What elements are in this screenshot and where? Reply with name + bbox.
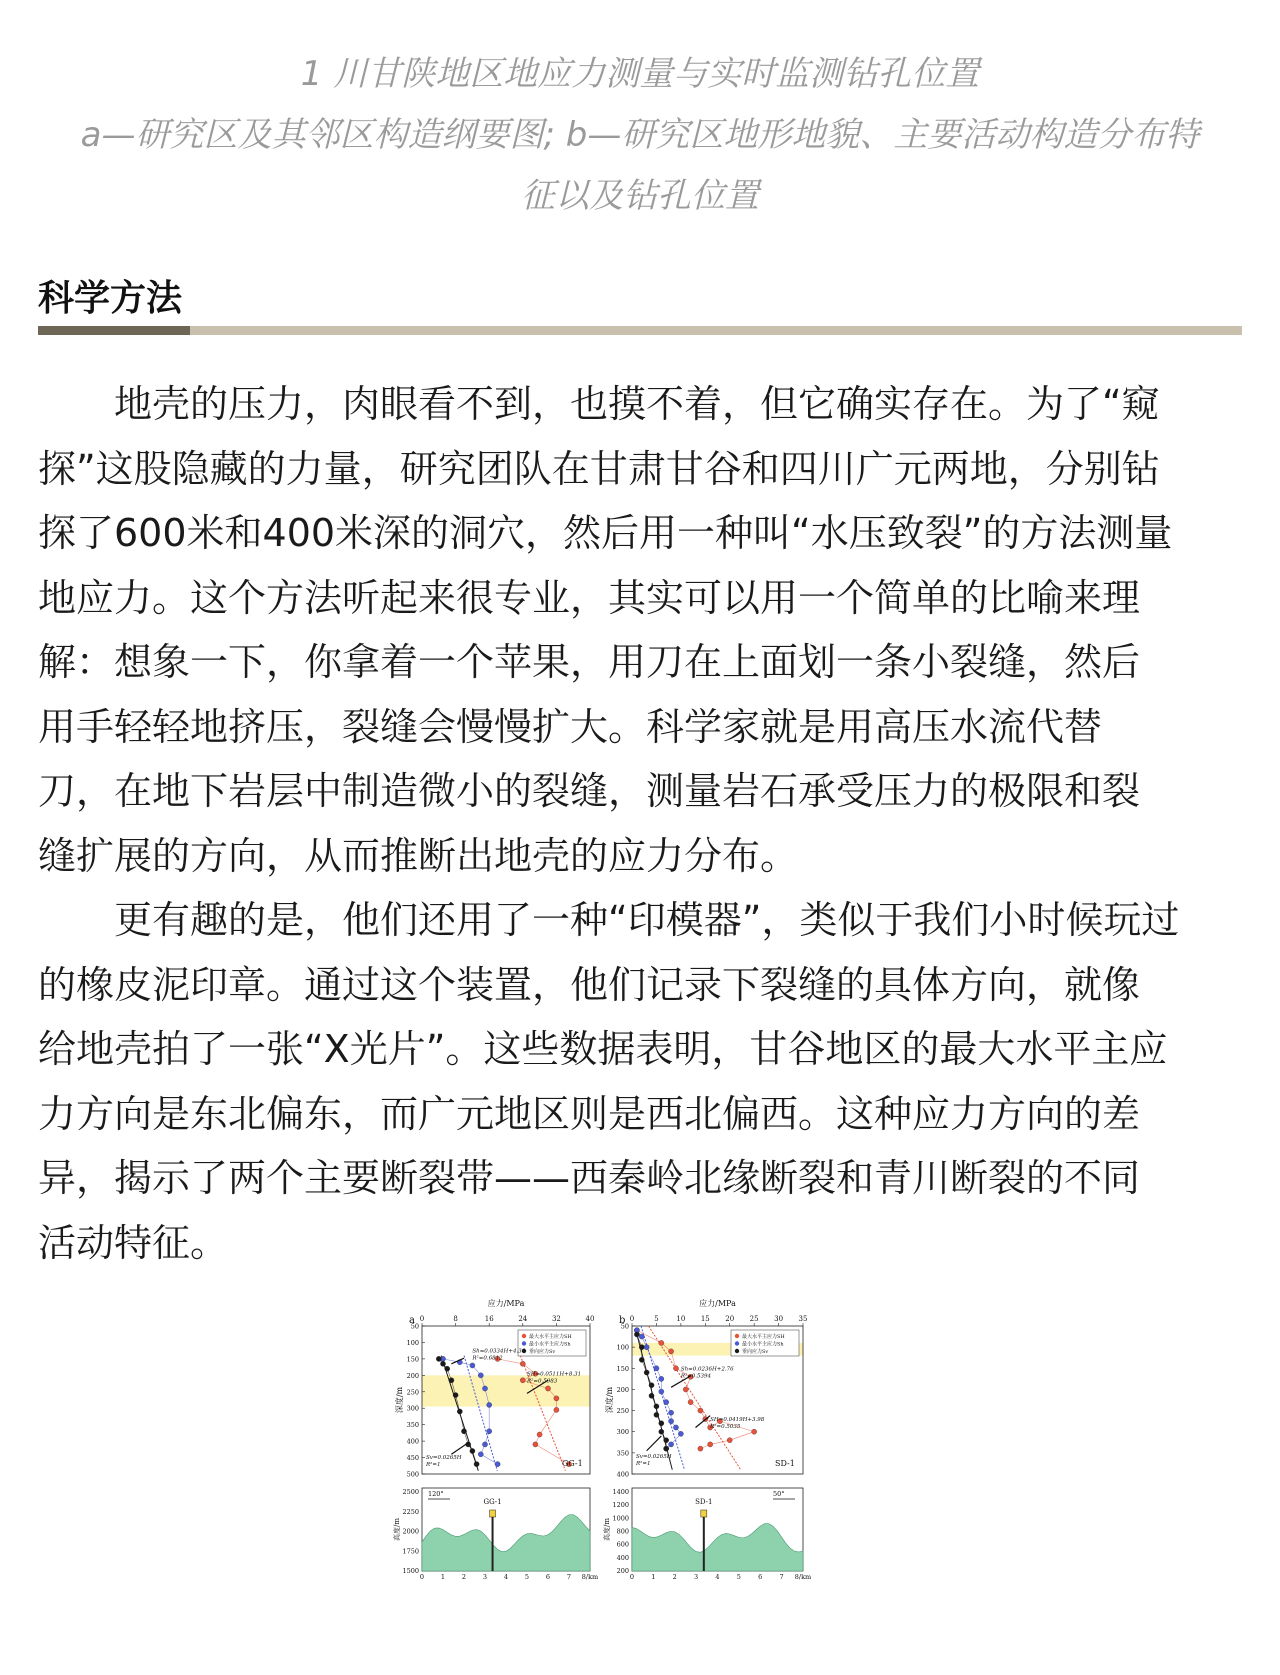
panel-a-depth-tick-label: 350 [406, 1421, 419, 1430]
panel-b-legend-label: 最大水平主应力SH [742, 1334, 785, 1340]
panel-b-depth-tick-label: 50 [620, 1322, 629, 1331]
panel-b-data-point [664, 1446, 669, 1451]
panel-a-data-point [482, 1386, 487, 1391]
panel-a-km-tick-label: 7 [566, 1573, 572, 1581]
panel-b-annotation-arrow [696, 1416, 711, 1428]
panel-a-data-point [449, 1378, 454, 1383]
panel-b-elev-tick-label: 1400 [612, 1488, 629, 1496]
panel-a-data-point [461, 1429, 466, 1434]
panel-a-legend-label: 最小水平主应力Sh [529, 1341, 571, 1348]
panel-b-km-tick-label: 6 [758, 1573, 763, 1581]
panel-b-data-point [654, 1412, 659, 1417]
panel-b-r2-sv: R²=1 [636, 1460, 651, 1467]
panel-a-azimuth-label: 120° [428, 1490, 444, 1498]
paragraph-line: 活动特征。 [38, 1220, 229, 1265]
panel-a-elev-axis-label: 高度/m [393, 1518, 401, 1541]
panel-b-annotation-arrow [647, 1436, 662, 1451]
panel-b-well-label: SD-1 [775, 1459, 795, 1468]
paragraph-line: 更有趣的是，他们还用了一种“印模器”，类似于我们小时候玩过 [38, 898, 1180, 942]
panel-b-data-point [654, 1404, 659, 1409]
panel-a-depth-tick-label: 500 [406, 1470, 419, 1479]
panel-b-elev-tick-label: 800 [616, 1527, 629, 1536]
paragraph-line: 的橡皮泥印章。通过这个装置，他们记录下裂缝的具体方向，就像 [38, 962, 1141, 1007]
panel-a-eq-sv: Sv=0.0265H [426, 1455, 462, 1462]
paragraph-line: 解：想象一下，你拿着一个苹果，用刀在上面划一条小裂缝，然后 [38, 640, 1141, 684]
panel-b-data-point [668, 1419, 673, 1424]
panel-a-depth-tick-label: 200 [406, 1371, 419, 1380]
panel-b-elev-tick-label: 600 [616, 1540, 629, 1549]
panel-b-depth-tick-label: 150 [616, 1364, 629, 1373]
panel-b-azimuth-label: 50° [773, 1490, 785, 1498]
panel-b-legend-label: 垂向应力Sv [742, 1349, 769, 1355]
panel-a-data-point [487, 1429, 492, 1434]
panel-b-data-point [639, 1345, 644, 1350]
panel-b-top-tick-label: 35 [798, 1315, 808, 1323]
paragraph-1 [38, 372, 1248, 888]
panel-a-depth-tick-label: 50 [410, 1322, 419, 1331]
panel-b-km-tick-label: 4 [715, 1573, 720, 1581]
panel-a-legend-marker [522, 1341, 526, 1345]
panel-a-depth-tick-label: 150 [406, 1355, 419, 1364]
panel-a-data-point [457, 1409, 462, 1414]
panel-a-r2-sv: R²=1 [426, 1462, 441, 1469]
panel-b-data-point [698, 1408, 703, 1413]
paragraph-line: 用手轻轻地挤压，裂缝会慢慢扩大。科学家就是用高压水流代替 [38, 704, 1103, 749]
panel-a-r2-shmax: R²=0.5983 [527, 1378, 558, 1385]
panel-b-depth-tick-label: 200 [616, 1385, 629, 1394]
panel-a-legend-label: 最大水平主应力SH [529, 1334, 572, 1340]
panel-b-borehole-marker [701, 1510, 707, 1517]
panel-a-series-line [443, 1359, 498, 1464]
panel-b-data-point [708, 1442, 713, 1447]
panel-b-km-tick-label: 5 [736, 1573, 741, 1581]
panel-a-legend-label: 垂向应力Sv [529, 1349, 556, 1355]
panel-a-km-tick-label: 2 [461, 1573, 467, 1581]
panel-b-top-tick-label: 15 [700, 1315, 710, 1323]
panel-b-data-point [683, 1387, 688, 1392]
paragraph-line: 缝扩展的方向，从而推断出地壳的应力分布。 [38, 833, 799, 878]
panel-b-depth-tick-label: 250 [616, 1407, 629, 1416]
article-body [38, 372, 1248, 1275]
panel-b-data-point [752, 1429, 757, 1434]
paragraph-line: 力方向是东北偏东，而广元地区则是西北偏西。这种应力方向的差 [38, 1091, 1141, 1136]
panel-b-km-tick-label: 2 [672, 1573, 677, 1581]
panel-a-eq-sh: Sh=0.0334H+4.36 [472, 1348, 526, 1355]
panel-b-data-point [659, 1429, 664, 1434]
panel-a-km-tick-label: 1 [440, 1573, 446, 1581]
panel-b-legend-marker [735, 1334, 739, 1338]
panel-b-data-point [673, 1425, 678, 1430]
panel-a-top-tick-label: 32 [551, 1315, 561, 1323]
panel-a-data-point [554, 1407, 559, 1412]
panel-b-data-point [664, 1400, 669, 1405]
panel-b-data-point [649, 1383, 654, 1388]
paragraph-line: 探了600米和400米深的洞穴，然后用一种叫“水压致裂”的方法测量 [38, 511, 1173, 555]
panel-a-data-point [537, 1432, 542, 1437]
panel-b-depth-tick-label: 100 [616, 1343, 629, 1352]
paragraph-line: 地应力。这个方法听起来很专业，其实可以用一个简单的比喻来理 [38, 575, 1141, 620]
panel-a-elev-tick-label: 2000 [402, 1527, 419, 1536]
panel-b-elev-axis-label: 高度/m [603, 1518, 611, 1541]
panel-a-km-tick-label: 4 [503, 1573, 509, 1581]
panel-b-elev-tick-label: 200 [616, 1567, 629, 1575]
panel-b-data-point [678, 1431, 683, 1436]
panel-a-profile-well-label: GG-1 [483, 1498, 502, 1506]
panel-a-highlight-band [422, 1375, 590, 1406]
panel-a-km-tick-label: 8/km [581, 1573, 599, 1581]
panel-b-y-axis-label: 深度/m [605, 1386, 614, 1414]
panel-b-legend-label: 最小水平主应力Sh [742, 1341, 784, 1348]
section-divider-accent [38, 326, 190, 335]
panel-a-data-point [470, 1448, 475, 1453]
panel-a-data-point [495, 1462, 500, 1467]
panel-b-data-point [654, 1366, 659, 1371]
panel-a-top-tick-label: 40 [585, 1315, 595, 1323]
panel-a-top-tick-label: 0 [419, 1315, 425, 1323]
stress-figure [393, 1286, 850, 1671]
panel-a-top-tick-label: 8 [453, 1315, 458, 1323]
panel-b-data-point [639, 1334, 644, 1339]
panel-b-data-point [668, 1410, 673, 1415]
panel-b-depth-tick-label: 350 [616, 1449, 629, 1458]
panel-b-data-point [668, 1442, 673, 1447]
panel-a-elev-tick-label: 1500 [402, 1567, 419, 1575]
panel-a-data-point [545, 1386, 550, 1391]
panel-a-y-axis-label: 深度/m [395, 1386, 404, 1414]
panel-b-top-tick-label: 10 [676, 1315, 686, 1323]
panel-a-data-point [445, 1366, 450, 1371]
paragraph-line: 探”这股隐藏的力量，研究团队在甘肃甘谷和四川广元两地，分别钻 [38, 446, 1160, 491]
caption-line-1: 1 川甘陕地区地应力测量与实时监测钻孔位置 [300, 54, 980, 94]
panel-a-top-tick-label: 16 [484, 1315, 494, 1323]
panel-b-data-point [644, 1345, 649, 1350]
panel-a-depth-tick-label: 300 [406, 1404, 419, 1413]
panel-b-elev-tick-label: 1200 [612, 1501, 629, 1510]
paragraph-line: 异，揭示了两个主要断裂带——西秦岭北缘断裂和青川断裂的不同 [38, 1156, 1141, 1200]
stress-depth-figure-svg [393, 1286, 850, 1671]
panel-a-data-point [478, 1452, 483, 1457]
panel-a-data-point [478, 1373, 483, 1378]
panel-a-annotation-arrow [451, 1443, 468, 1455]
panel-b-eq-shmax: SH=0.0419H+3.98 [710, 1417, 765, 1424]
panel-b-data-point [673, 1366, 678, 1371]
panel-b-data-point [698, 1446, 703, 1451]
panel-a-top-axis-label: 应力/MPa [487, 1299, 525, 1308]
panel-a-well-label: GG-1 [562, 1459, 583, 1468]
panel-a-borehole-marker [490, 1510, 496, 1517]
panel-a-km-tick-label: 3 [482, 1573, 488, 1581]
panel-a-top-tick-label: 24 [518, 1315, 528, 1323]
paragraph-2 [38, 888, 1248, 1275]
panel-a-depth-tick-label: 250 [406, 1388, 419, 1397]
section-title: 科学方法 [38, 278, 183, 319]
panel-a-data-point [453, 1392, 458, 1397]
panel-a-data-point [520, 1361, 525, 1366]
panel-b-elev-tick-label: 1000 [612, 1514, 629, 1523]
panel-b-top-tick-label: 5 [654, 1315, 659, 1323]
panel-a-depth-tick-label: 400 [406, 1437, 419, 1446]
figure-caption [40, 44, 1240, 227]
panel-a-r2-sh: R²=0.6812 [472, 1355, 503, 1362]
panel-b-km-tick-label: 3 [694, 1573, 699, 1581]
panel-a-data-point [440, 1361, 445, 1366]
panel-b-eq-sh: Sh=0.0236H+2.76 [680, 1366, 734, 1373]
panel-b-data-point [639, 1357, 644, 1362]
paragraph-line: 给地壳拍了一张“X光片”。这些数据表明，甘谷地区的最大水平主应 [38, 1027, 1168, 1071]
panel-a-data-point [487, 1402, 492, 1407]
panel-a-data-point [520, 1378, 525, 1383]
panel-a-data-point [554, 1396, 559, 1401]
panel-b-km-tick-label: 0 [629, 1573, 635, 1581]
panel-a-elev-tick-label: 2250 [402, 1507, 419, 1516]
panel-a-depth-tick-label: 450 [406, 1454, 419, 1463]
panel-a-depth-tick-label: 100 [406, 1338, 419, 1347]
panel-a-elev-tick-label: 2500 [402, 1488, 419, 1496]
panel-a-letter: a [409, 1315, 415, 1326]
panel-b-top-tick-label: 0 [629, 1315, 635, 1323]
panel-a-legend-marker [522, 1334, 526, 1338]
panel-b-top-tick-label: 20 [725, 1315, 735, 1323]
panel-b-km-tick-label: 8/km [794, 1573, 812, 1581]
panel-b-letter: b [619, 1315, 626, 1326]
panel-b-data-point [659, 1389, 664, 1394]
panel-b-top-tick-label: 25 [749, 1315, 759, 1323]
panel-a-data-point [436, 1356, 441, 1361]
paragraph-line: 地壳的压力，肉眼看不到，也摸不着，但它确实存在。为了“窥 [38, 382, 1160, 426]
panel-b-top-tick-label: 30 [774, 1315, 784, 1323]
panel-b-km-tick-label: 7 [779, 1573, 784, 1581]
panel-b-data-point [727, 1438, 732, 1443]
panel-a-data-point [482, 1442, 487, 1447]
section-divider [38, 326, 1242, 335]
panel-a-km-tick-label: 6 [545, 1573, 551, 1581]
panel-a-data-point [474, 1462, 479, 1467]
panel-b-data-point [659, 1340, 664, 1345]
panel-b-profile-well-label: SD-1 [695, 1498, 713, 1506]
panel-b-data-point [644, 1370, 649, 1375]
panel-b-data-point [664, 1438, 669, 1443]
panel-b-depth-tick-label: 400 [616, 1470, 629, 1479]
panel-a-data-point [470, 1363, 475, 1368]
panel-a-km-tick-label: 5 [524, 1573, 530, 1581]
panel-b-elev-tick-label: 400 [616, 1553, 629, 1562]
panel-b-legend-marker [735, 1341, 739, 1345]
panel-a-elev-tick-label: 1750 [402, 1547, 419, 1556]
panel-b-km-tick-label: 1 [651, 1573, 656, 1581]
panel-a-data-point [533, 1442, 538, 1447]
panel-b-data-point [659, 1421, 664, 1426]
panel-a-km-tick-label: 0 [419, 1573, 425, 1581]
panel-b-depth-tick-label: 300 [616, 1428, 629, 1437]
panel-b-top-axis-label: 应力/MPa [699, 1299, 736, 1308]
panel-b-data-point [668, 1349, 673, 1354]
panel-b-data-point [659, 1376, 664, 1381]
caption-line-3: 征以及钻孔位置 [521, 176, 759, 216]
panel-a-eq-shmax: SH=0.0511H+8.31 [527, 1371, 582, 1378]
panel-b-data-point [688, 1400, 693, 1405]
panel-b-legend-marker [735, 1349, 739, 1353]
panel-b-r2-shmax: R²=0.5035 [710, 1424, 741, 1431]
paragraph-line: 刀，在地下岩层中制造微小的裂缝，测量岩石承受压力的极限和裂 [38, 769, 1141, 813]
panel-b-data-point [649, 1393, 654, 1398]
panel-b-data-point [634, 1332, 639, 1337]
caption-line-2: a—研究区及其邻区构造纲要图; b—研究区地形地貌、主要活动构造分布特 [80, 115, 1200, 155]
panel-b-r2-sh: R²=0.5394 [680, 1373, 712, 1380]
panel-b-eq-sv: Sv=0.0265H [636, 1453, 672, 1460]
